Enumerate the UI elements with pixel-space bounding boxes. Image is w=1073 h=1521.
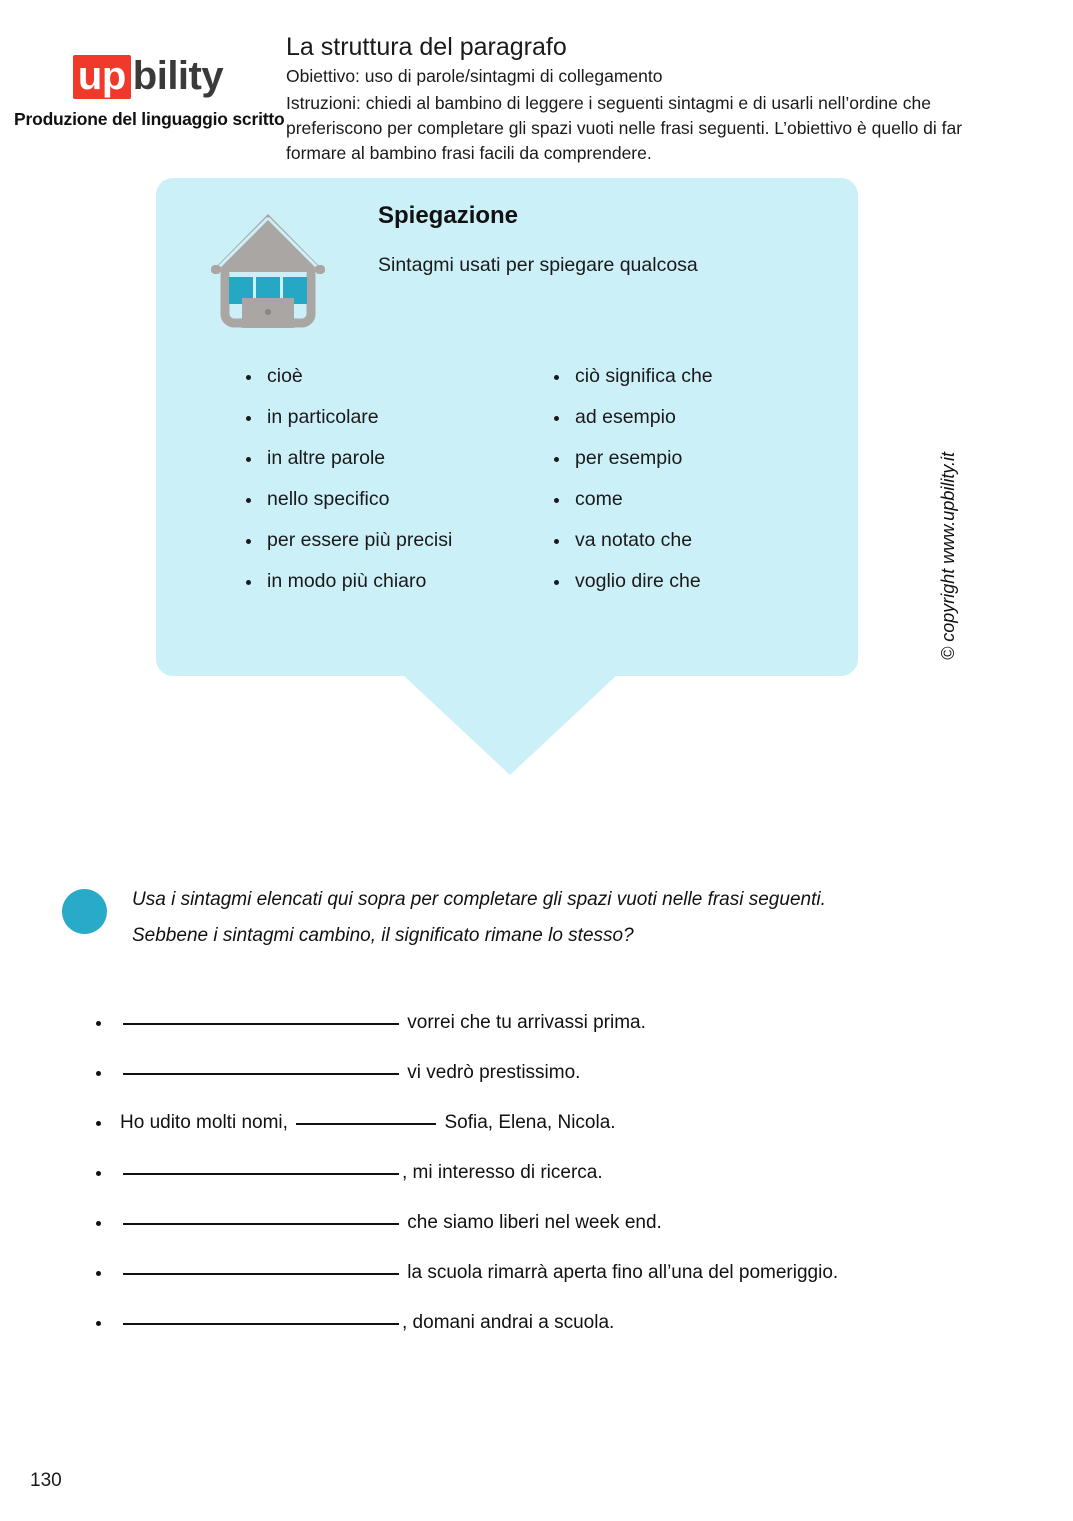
exercise-item — [88, 1248, 1018, 1298]
phrase-item: in particolare — [242, 397, 550, 438]
exercise-item — [88, 1098, 1018, 1148]
phrase-list-right — [550, 356, 858, 602]
logo-wordmark — [73, 55, 223, 99]
exercise-item — [88, 1198, 1018, 1248]
speech-bubble-tail — [403, 675, 617, 775]
exercise-text-after: , domani andrai a scuola. — [402, 1312, 615, 1333]
exercise-item — [88, 1298, 1018, 1348]
exercise-text-after: vi vedrò prestissimo. — [402, 1062, 581, 1083]
task-bullet-dot-icon — [62, 889, 107, 934]
header-text-block — [286, 32, 1026, 167]
phrase-item: per esempio — [550, 438, 858, 479]
explanation-speech-bubble — [156, 178, 858, 676]
instructions-text: Istruzioni: chiedi al bambino di leggere i seguenti sintagmi e di usarli nell’ordine che preferiscono per completare gli spazi vuoti nelle frasi seguenti. L’obiettivo è quello di far formare al bambino frasi facili da comprendere. — [286, 92, 963, 164]
brand-logo — [14, 54, 285, 130]
phrase-item: come — [550, 479, 858, 520]
bubble-subtitle: Sintagmi usati per spiegare qualcosa — [378, 253, 698, 276]
logo-bility-mark: bility — [132, 54, 224, 98]
phrase-columns — [156, 356, 858, 602]
page-number: 130 — [30, 1470, 62, 1491]
copyright-notice: © copyright www.upbility.it — [938, 451, 958, 660]
page-title: La struttura del paragrafo — [286, 33, 567, 61]
phrase-item: per essere più precisi — [242, 520, 550, 561]
speech-bubble-body — [156, 178, 858, 676]
exercise-text-after: vorrei che tu arrivassi prima. — [402, 1012, 646, 1033]
phrase-item: ad esempio — [550, 397, 858, 438]
exercise-text-after: Sofia, Elena, Nicola. — [439, 1112, 616, 1133]
answer-blank[interactable] — [123, 1323, 399, 1325]
exercise-text-after: , mi interesso di ricerca. — [402, 1162, 603, 1183]
phrase-item: in altre parole — [242, 438, 550, 479]
answer-blank[interactable] — [123, 1023, 399, 1025]
logo-subtitle: Produzione del linguaggio scritto — [14, 109, 285, 129]
answer-blank[interactable] — [123, 1073, 399, 1075]
exercise-text-after: che siamo liberi nel week end. — [402, 1212, 662, 1233]
logo-up-mark: up — [73, 55, 131, 99]
exercise-text-before: Ho udito molti nomi, — [120, 1112, 294, 1133]
bubble-title: Spiegazione — [378, 202, 519, 229]
exercise-list — [88, 998, 1018, 1348]
page-header — [0, 0, 1073, 178]
task-prompt-line-2: Sebbene i sintagmi cambino, il significato rimane lo stesso? — [132, 925, 634, 946]
answer-blank[interactable] — [123, 1273, 399, 1275]
objective-text: Obiettivo: uso di parole/sintagmi di collegamento — [286, 66, 663, 86]
phrase-item: in modo più chiaro — [242, 561, 550, 602]
task-prompt-text — [132, 882, 942, 954]
phrase-item: ciò significa che — [550, 356, 858, 397]
exercise-text-after: la scuola rimarrà aperta fino all’una del pomeriggio. — [402, 1262, 839, 1283]
house-icon — [209, 208, 327, 328]
phrase-list-left — [242, 356, 550, 602]
task-prompt-line-1: Usa i sintagmi elencati qui sopra per completare gli spazi vuoti nelle frasi seguenti. — [132, 889, 826, 910]
answer-blank[interactable] — [123, 1223, 399, 1225]
exercise-item — [88, 998, 1018, 1048]
bubble-heading-block — [378, 202, 838, 278]
phrase-item: cioè — [242, 356, 550, 397]
answer-blank[interactable] — [123, 1173, 399, 1175]
exercise-item — [88, 1048, 1018, 1098]
answer-blank[interactable] — [296, 1123, 436, 1125]
phrase-item: nello specifico — [242, 479, 550, 520]
exercise-item — [88, 1148, 1018, 1198]
phrase-item: va notato che — [550, 520, 858, 561]
phrase-item: voglio dire che — [550, 561, 858, 602]
